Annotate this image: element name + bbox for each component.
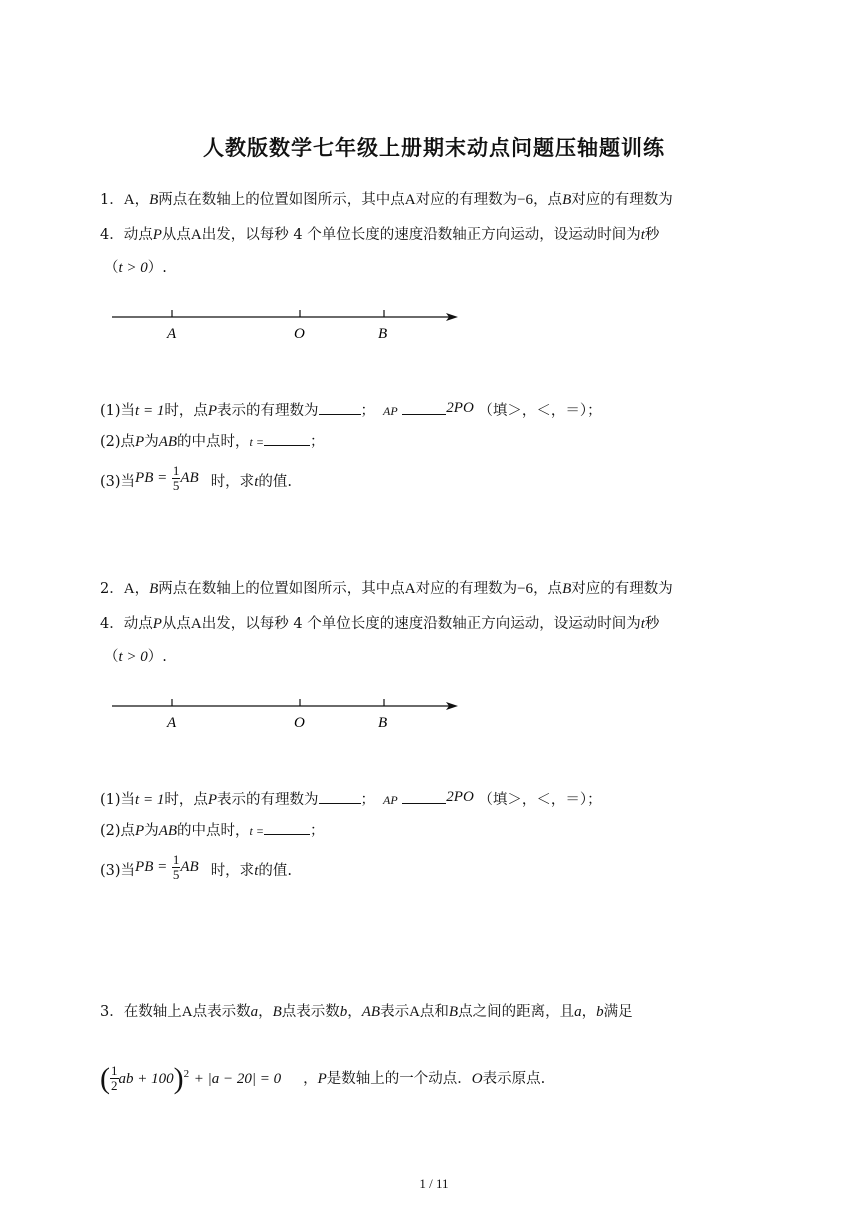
problem-2-question-3: (3)当PB = $\frac{1}{5}$ AB 时，求t的值.	[100, 851, 292, 882]
label-A: A	[167, 715, 177, 731]
problem-1-question-1: (1)当t = 1时，点P表示的有理数为 ； AP 2PO （填＞，＜，＝）；	[100, 400, 602, 419]
formula: ( $\frac{1}{2}$ ab + 100)$^2$ + |a − 20| = 0	[100, 1061, 282, 1095]
label-B: B	[378, 715, 388, 731]
number-line-2	[110, 693, 470, 733]
problem-1-question-2: (2)点P为AB的中点时，t = ；	[100, 430, 740, 452]
problem-2-line-2: 4．动点P从点A出发，以每秒 4 个单位长度的速度沿数轴正方向运动，设运动时间为t秒	[100, 616, 660, 632]
problem-3-line-2: ( $\frac{1}{2}$ ab + 100)$^2$ + |a − 20| = 0 ，P是数轴上的一个动点．O表示原点.	[100, 1061, 546, 1095]
number-line-1	[110, 304, 470, 344]
answer-blank[interactable]	[264, 430, 310, 446]
label-B: B	[378, 326, 388, 342]
problem-2-line-3: （t > 0）.	[104, 649, 167, 665]
page-title: 人教版数学七年级上册期末动点问题压轴题训练	[203, 135, 665, 160]
label-O: O	[294, 715, 305, 731]
problem-3-line-1: 3．在数轴上A点表示数a，B点表示数b，AB表示A点和B点之间的距离，且a，b满足	[100, 1004, 633, 1020]
answer-blank[interactable]	[319, 788, 361, 804]
page-number: 1 / 11	[419, 1176, 449, 1191]
label-A: A	[167, 326, 177, 342]
problem-2-line-1: 2．A，B两点在数轴上的位置如图所示，其中点A对应的有理数为−6，点B对应的有理数为	[100, 581, 673, 597]
answer-blank[interactable]	[319, 399, 361, 415]
answer-blank[interactable]	[264, 819, 310, 835]
label-O: O	[294, 326, 305, 342]
compare-blank[interactable]	[402, 399, 446, 415]
problem-1-line-3: （t > 0）.	[104, 260, 167, 276]
problem-1-line-2: 4．动点P从点A出发，以每秒 4 个单位长度的速度沿数轴正方向运动，设运动时间为t秒	[100, 227, 660, 243]
problem-2-question-1: (1)当t = 1时，点P表示的有理数为 ； AP 2PO （填＞，＜，＝）；	[100, 789, 602, 808]
compare-blank[interactable]	[402, 788, 446, 804]
problem-1-question-3: (3)当PB = $\frac{1}{5}$ AB 时，求t的值.	[100, 462, 292, 493]
problem-1-line-1: 1．A，B两点在数轴上的位置如图所示，其中点A对应的有理数为−6，点B对应的有理数为	[100, 192, 673, 208]
problem-2-question-2: (2)点P为AB的中点时，t = ；	[100, 819, 740, 841]
